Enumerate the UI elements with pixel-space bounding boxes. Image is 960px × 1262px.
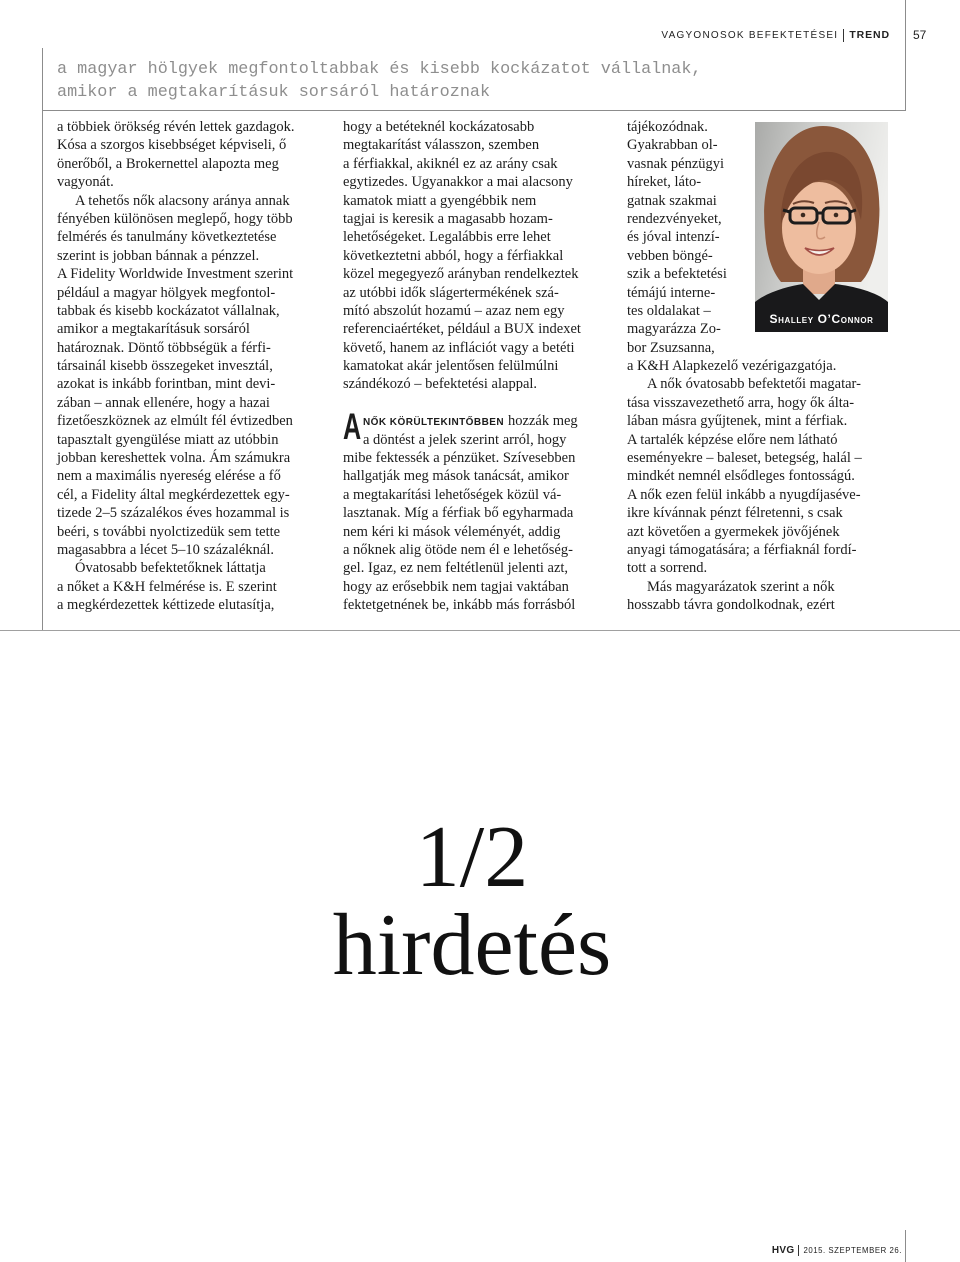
portrait-illustration [755,122,888,332]
section-title: VAGYONOSOK BEFEKTETÉSEI [661,29,839,41]
article-line: A nők óvatosabb befektetői magatar- [647,376,861,393]
article-line: Más magyarázatok szerint a nők [647,578,835,595]
article-line: mibe fektessék a pénzüket. Szívesebben [343,450,576,467]
article-line: azokat is inkább forintban, mint devi- [57,376,276,393]
header-divider-rule [905,0,906,111]
pull-quote-rule [42,110,905,111]
pull-quote [57,58,702,104]
article-line: kamatok miatt a gyengébbik nem [343,192,537,209]
left-frame-rule [42,48,43,630]
article-line: a nőket a K&H felmérése is. E szerint [57,578,277,595]
article-line: szándékozó – befektetési alappal. [343,376,538,393]
pull-quote-line: amikor a megtakarításuk sorsáról határoznak [57,83,491,102]
article-line: közel megegyező arányban rendelkeztek [343,266,579,283]
footer [772,1243,902,1257]
article-line: a megtakarítási lehetőségek közül vá- [343,486,562,503]
left-eye [801,213,806,218]
paragraph-gap [343,394,605,412]
article-line: hosszabb távra gondolkodnak, ezért [627,597,835,614]
article-line: anyagi támogatására; a férfiaknál fordí- [627,541,857,558]
article-line: a nőknek alig ötöde nem él e lehetőség- [343,541,573,558]
photo-caption: Shalley O’Connor [769,312,874,326]
issue-date: 2015. SZEPTEMBER 26. [803,1245,902,1255]
article-line: követő, hanem az inflációt vagy a betéti [343,339,575,356]
article-line: ikre kívánnak pénzt félretenni, s csak [627,505,843,522]
article-line: fektetgetnének be, inkább más forrásból [343,597,576,614]
lead-in-rest: hozzák meg [508,413,578,430]
article-line: híreket, láto- [627,174,702,191]
article-line: vasnak pénzügyi [627,155,725,172]
article-line: tagjai is keresik a magasabb hozam- [343,210,553,227]
article-line: A Fidelity Worldwide Investment szerint [57,266,294,283]
article-line: bor Zsuzsanna, [627,339,715,356]
article-line: egytizedes. Ugyanakkor a mai alacsony [343,174,573,191]
article-line: lasztanak. Míg a férfiak bő egyharmada [343,505,574,522]
article-line: a férfiakkal, akiknél ez az arány csak [343,155,558,172]
portrait-photo [755,122,888,332]
article-line: határoznak. Döntő többségük a férfi- [57,339,271,356]
ad-size: 1/2 [415,809,529,906]
article-line: fényében különösen meglepő, hogy több [57,210,293,227]
article-line: Óvatosabb befektetőknek láttatja [75,560,266,577]
article-line: kamatokat akár jelentősen felülmúlni [343,358,559,375]
article-line: eseményekre – baleset, betegség, halál – [627,450,862,467]
article-line: társainál kisebb összegeket invesztál, [57,358,273,375]
drop-cap: A [343,406,362,448]
footer-separator [798,1245,799,1256]
running-head-separator [843,29,844,42]
article-line: önerőből, a Brokernettel alapozta meg [57,155,279,172]
article-line: tapasztalt gyengülése miatt az utóbbin [57,431,279,448]
article-line: és jóval intenzí- [627,229,720,246]
page-number: 57 [913,28,927,42]
article-line: A tehetős nők alacsony aránya annak [75,192,290,209]
ad-label: hirdetés [332,897,612,994]
article-line: beéri, s további nyolctizedük sem tette [57,523,281,540]
article-line: A tartalék képzése előre nem látható [627,431,838,448]
article-line: Gyakrabban ol- [627,137,718,154]
article-line: nem kéri ki mások véleményét, addig [343,523,561,540]
lead-in-phrase: NŐK KÖRÜLTEKINTŐBBEN [363,417,505,429]
article-line: tása visszavezethető arra, hogy ők álta- [627,394,855,411]
running-head [661,27,890,43]
article-line: témájú interne- [627,284,716,301]
article-line: mindkét nemnél elsődleges fontosságú. [627,468,855,485]
article-line: gatnak szakmai [627,192,717,209]
article-line: amikor a megtakarításuk sorsáról [57,321,250,338]
article-line: felmérés és tanulmány következtetése [57,229,277,246]
article-line: rendezvényeket, [627,210,722,227]
article-line: gel. Igaz, ez nem feltétlenül jelenti azt, [343,560,569,577]
footer-divider-rule [905,1230,906,1262]
article-column-2 [343,118,605,615]
article-line: a K&H Alapkezelő vezérigazgatója. [627,358,837,375]
article-line: Kósa a szorgos kisebbséget képviseli, ő [57,137,287,154]
article-line: tes oldalakat – [627,302,711,319]
article-line: tizede 2–5 százalékos éves hozammal is [57,505,290,522]
article-line: szik a befektetési [627,266,727,283]
article-line: következtetni abból, hogy a férfiakkal [343,247,564,264]
rubric-title: TREND [849,29,890,41]
article-line: hallgatják meg mások tanácsát, amikor [343,468,569,485]
article-line: tájékozódnak. [627,119,708,135]
article-line: a többiek örökség révén lettek gazdagok. [57,119,295,135]
article-line: hogy az erősebbik nem tagjai vaktában [343,578,569,595]
article-line: lában másra gyűjtenek, mint a férfiak. [627,413,848,430]
article-line: cél, a Fidelity által megkérdezettek egy- [57,486,290,503]
article-line: hogy a betéteknél kockázatosabb [343,119,535,135]
article-line: mító abszolút hozamú – azaz nem egy [343,302,565,319]
article-line: tott a sorrend. [627,560,708,577]
article-line: a megkérdezettek kéttizede elutasítja, [57,597,275,614]
article-line: megtakarítást válasszon, szemben [343,137,540,154]
article-line: az utóbbi idők slágertermékének szá- [343,284,559,301]
right-eye [834,213,839,218]
article-line: lehetőségeket. Legalábbis erre lehet [343,229,551,246]
article-line: nem a maximális nyereség elérése a fő [57,468,281,485]
article-line: azt követően a gyermekek jövőjének [627,523,840,540]
article-bottom-rule [0,630,960,631]
article-line: zában – annak ellenére, hogy a hazai [57,394,270,411]
article-line: jobban kereshettek volna. Ám számukra [57,450,291,467]
article-line: vagyonát. [57,174,114,191]
article-line: magyarázza Zo- [627,321,721,338]
article-line: például a magyar hölgyek megfontol- [57,284,276,301]
article-line: magasabbra a lécet 5–10 százaléknál. [57,541,274,558]
article-line: referenciaértéket, például a BUX indexet [343,321,581,338]
article-line: szerint is jobban bánnak a pénzzel. [57,247,260,264]
article-line: vebben böngé- [627,247,713,264]
magazine-name: HVG [771,1244,795,1256]
article-line: fizetőeszköznek az elmúlt fél évtizedben [57,413,293,430]
article-line: a döntést a jelek szerint arról, hogy [363,431,567,448]
ad-placeholder [0,809,944,994]
article-line: A nők ezen felül inkább a nyugdíjaséve- [627,486,861,503]
article-line: tabbak és kisebb kockázatot vállalnak, [57,302,280,319]
pull-quote-line: a magyar hölgyek megfontoltabbak és kisebb kockázatot vállalnak, [57,60,702,79]
article-column-1 [57,118,319,615]
